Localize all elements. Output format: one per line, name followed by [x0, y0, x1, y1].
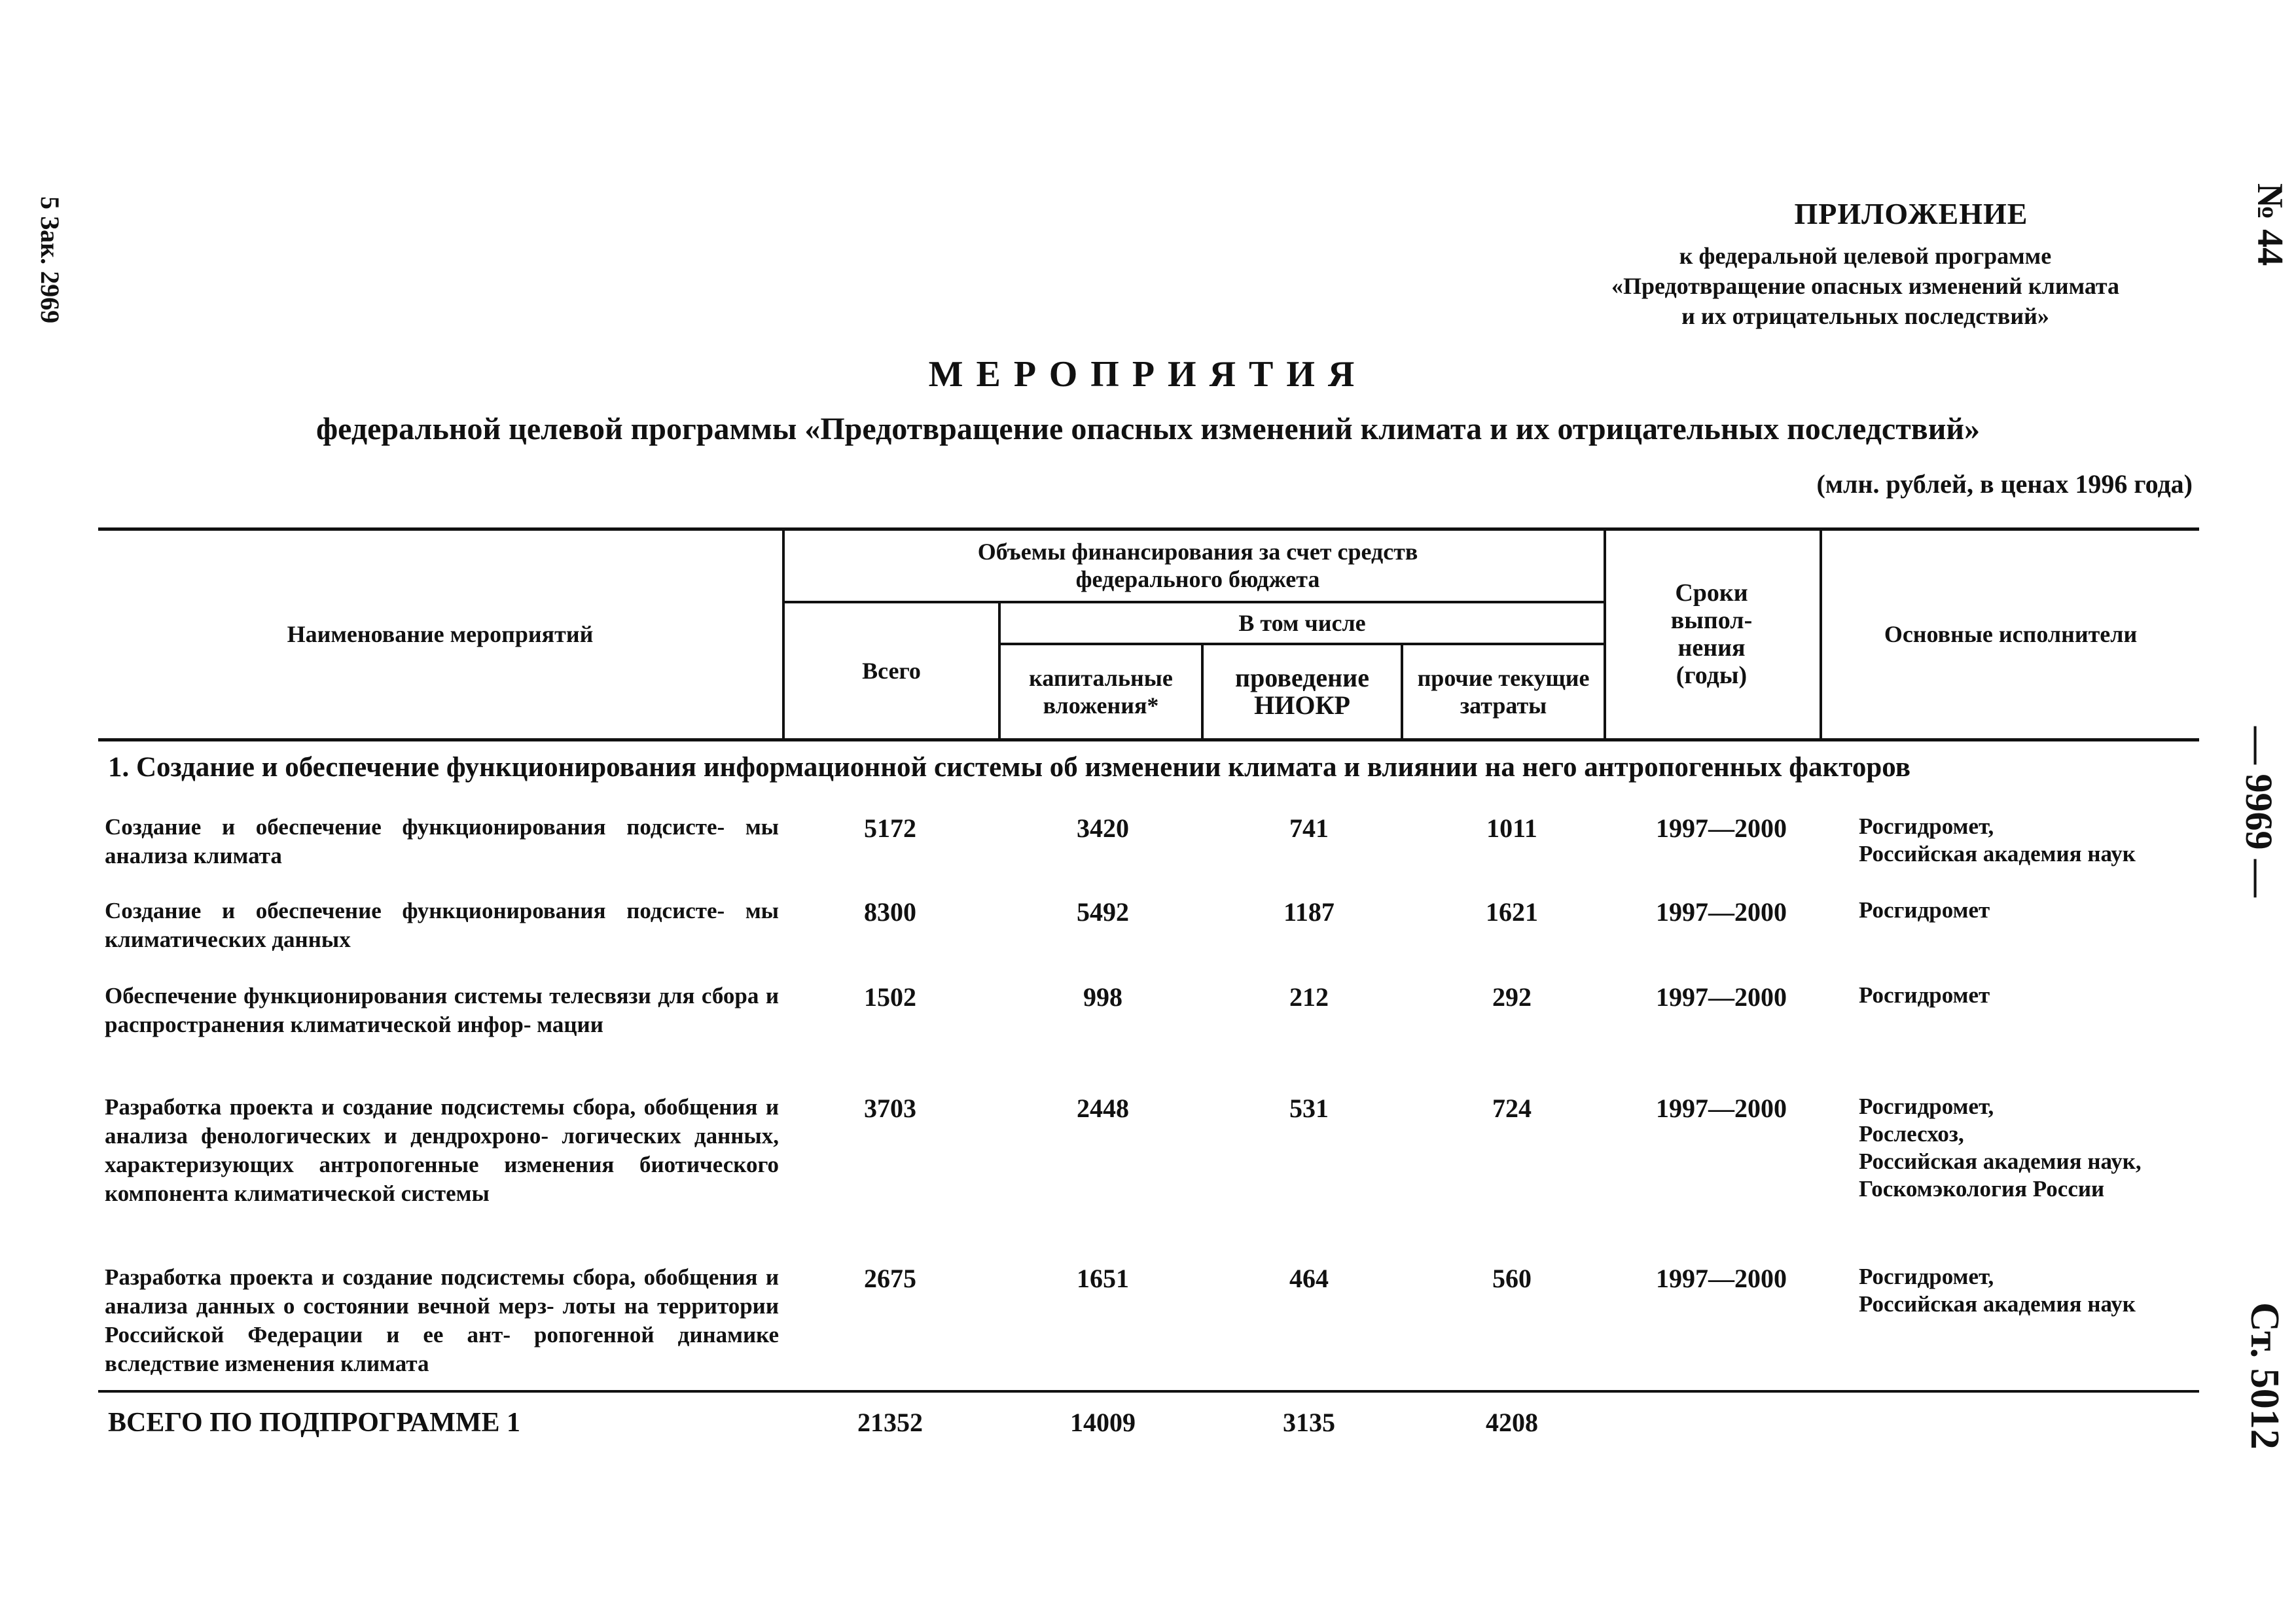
cell-capital: 3420 [1077, 813, 1129, 843]
executor: Российская академия наук [1859, 1291, 2136, 1317]
document-subtitle: федеральной целевой программы «Предотвращение опасных изменений климата и их отрицательных последствий» [315, 412, 1981, 446]
annex-subtitle [1525, 241, 2206, 331]
measure-name: Создание и обеспечение функционирования подсисте- мы климатических данных [105, 898, 779, 952]
total-label: ВСЕГО ПО ПОДПРОГРАММЕ 1 [108, 1408, 521, 1438]
cell-period: 1997—2000 [1656, 982, 1787, 1012]
cell-rnd: 531 [1289, 1094, 1329, 1123]
executor: Российская академия наук, [1859, 1149, 2142, 1174]
units-note: (млн. рублей, в ценах 1996 года) [1816, 469, 2193, 499]
cell-executors [1859, 982, 2225, 1009]
cell-executors [1859, 897, 2225, 924]
header-rnd: проведение НИОКР [1235, 663, 1369, 720]
margin-order-note: 5 Зак. 2969 [35, 196, 65, 324]
cell-rnd: 464 [1289, 1264, 1329, 1293]
cell-rnd: 741 [1289, 813, 1329, 843]
executor: Росгидромет, [1859, 1094, 1994, 1119]
header-other: прочие текущие затраты [1417, 665, 1590, 719]
header-name: Наименование мероприятий [287, 621, 594, 647]
annex-line: и их отрицательных последствий» [1681, 303, 2049, 329]
header-executors: Основные исполнители [1884, 621, 2138, 647]
document-title: МЕРОПРИЯТИЯ [928, 354, 1368, 395]
measure-name: Разработка проекта и создание подсистемы сбора, обобщения и анализа фенологических и дендрохроно- логических данных, характеризующих антропогенные изменения биотического компонента климатической системы [105, 1094, 779, 1206]
cell-total: 2675 [864, 1264, 916, 1293]
cell-executors [1859, 1093, 2225, 1203]
measure-name: Обеспечение функционирования системы телесвязи для сбора и распространения климатической инфор- мации [105, 983, 779, 1037]
col-divider [1604, 527, 1606, 740]
executor: Госкомэкология России [1859, 1176, 2105, 1202]
cell-other: 1011 [1486, 813, 1537, 843]
cell-total: 1502 [864, 982, 916, 1012]
header-funding: Объемы финансирования за счет средств федерального бюджета [977, 539, 1418, 592]
measure-name: Создание и обеспечение функционирования подсисте- мы анализа климата [105, 814, 779, 868]
cell-rnd: 212 [1289, 982, 1329, 1012]
executor: Рослесхоз, [1859, 1121, 1964, 1147]
cell-capital: 5492 [1077, 897, 1129, 927]
executor: Росгидромет, [1859, 1264, 1994, 1289]
cell-other: 292 [1492, 982, 1532, 1012]
cell-executors [1859, 1263, 2225, 1318]
cell-total: 5172 [864, 813, 916, 843]
executor: Российская академия наук [1859, 841, 2136, 866]
cell-period: 1997—2000 [1656, 1264, 1787, 1293]
cell-capital: 1651 [1077, 1264, 1129, 1293]
total-other: 4208 [1486, 1408, 1538, 1437]
total-capital: 14009 [1070, 1408, 1136, 1437]
article-number: Ст. 5012 [2242, 1302, 2287, 1450]
cell-period: 1997—2000 [1656, 1094, 1787, 1123]
executor: Росгидромет [1859, 982, 1990, 1008]
cell-total: 8300 [864, 897, 916, 927]
cell-period: 1997—2000 [1656, 897, 1787, 927]
executor: Росгидромет, [1859, 813, 1994, 839]
annex-line: «Предотвращение опасных изменений климата [1611, 273, 2120, 299]
cell-other: 724 [1492, 1094, 1532, 1123]
table-header-bottom-rule [98, 738, 2199, 741]
page-code: — 9969 — [2238, 726, 2280, 897]
cell-total: 3703 [864, 1094, 916, 1123]
cell-other: 560 [1492, 1264, 1532, 1293]
section-heading: 1. Создание и обеспечение функционирования информационной системы об изменении климата и влиянии на него антропогенных факторов [108, 752, 1910, 783]
total-rule [98, 1390, 2199, 1393]
annex-title: ПРИЛОЖЕНИЕ [1794, 197, 2028, 230]
header-period: Сроки выпол- нения (годы) [1670, 579, 1753, 689]
cell-period: 1997—2000 [1656, 813, 1787, 843]
cell-executors [1859, 813, 2225, 868]
header-total: Всего [862, 658, 921, 684]
cell-other: 1621 [1486, 897, 1538, 927]
total-rnd: 3135 [1283, 1408, 1335, 1437]
annex-line: к федеральной целевой программе [1679, 243, 2052, 269]
issue-number: № 44 [2250, 183, 2290, 266]
measure-name: Разработка проекта и создание подсистемы сбора, обобщения и анализа данных о состоянии вечной мерз- лоты на территории Российской Федерации и ее ант- ропогенной динамике вследствие изменения климата [105, 1264, 779, 1376]
cell-rnd: 1187 [1283, 897, 1335, 927]
cell-capital: 2448 [1077, 1094, 1129, 1123]
header-including: В том числе [1238, 610, 1366, 636]
executor: Росгидромет [1859, 897, 1990, 923]
total-row [0, 1407, 2296, 1446]
total-sum: 21352 [857, 1408, 923, 1437]
cell-capital: 998 [1083, 982, 1122, 1012]
header-capital: капитальные вложения* [1029, 665, 1173, 719]
